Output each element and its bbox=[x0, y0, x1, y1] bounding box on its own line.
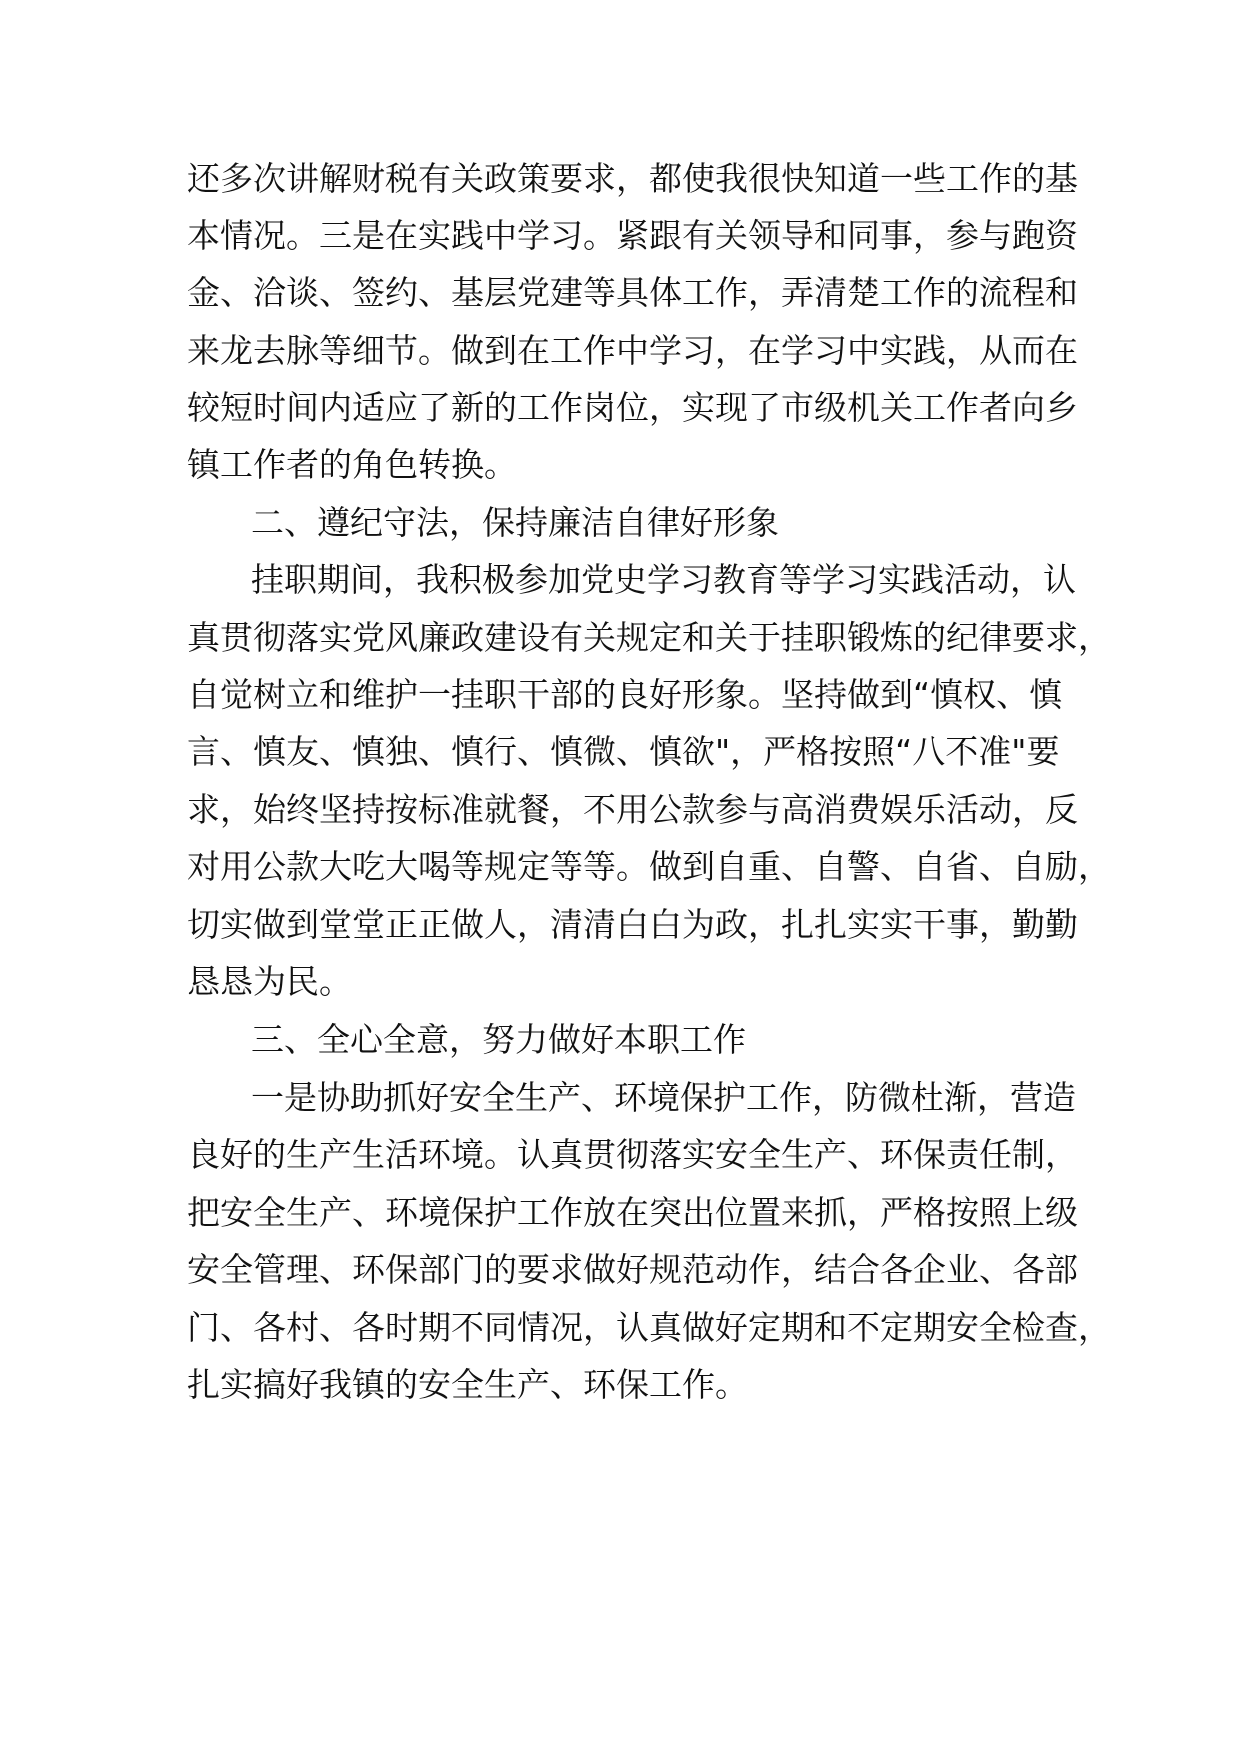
paragraph-line: 自觉树立和维护一挂职干部的良好形象。坚持做到“慎权、慎 bbox=[187, 675, 1063, 714]
paragraph-line: 金、洽谈、签约、基层党建等具体工作，弄清楚工作的流程和 bbox=[187, 273, 1078, 312]
section-heading: 二、遵纪守法，保持廉洁自律好形象 bbox=[251, 503, 779, 542]
paragraph-line: 门、各村、各时期不同情况，认真做好定期和不定期安全检查， bbox=[187, 1308, 1111, 1347]
paragraph-line: 安全管理、环保部门的要求做好规范动作，结合各企业、各部 bbox=[187, 1250, 1078, 1289]
paragraph-line: 镇工作者的角色转换。 bbox=[187, 445, 517, 484]
paragraph-line: 良好的生产生活环境。认真贯彻落实安全生产、环保责任制， bbox=[187, 1135, 1078, 1174]
paragraph-line: 恳恳为民。 bbox=[187, 962, 352, 1001]
paragraph-line: 还多次讲解财税有关政策要求，都使我很快知道一些工作的基 bbox=[187, 159, 1078, 198]
paragraph-line: 一是协助抓好安全生产、环境保护工作，防微杜渐，营造 bbox=[251, 1078, 1076, 1117]
paragraph-line: 言、慎友、慎独、慎行、慎微、慎欲"，严格按照“八不准"要 bbox=[187, 732, 1060, 771]
paragraph-line: 挂职期间，我积极参加党史学习教育等学习实践活动，认 bbox=[251, 560, 1076, 599]
paragraph-line: 求，始终坚持按标准就餐，不用公款参与高消费娱乐活动，反 bbox=[187, 790, 1078, 829]
paragraph-line: 切实做到堂堂正正做人，清清白白为政，扎扎实实干事，勤勤 bbox=[187, 905, 1078, 944]
paragraph-line: 本情况。三是在实践中学习。紧跟有关领导和同事，参与跑资 bbox=[187, 216, 1078, 255]
section-heading: 三、全心全意，努力做好本职工作 bbox=[251, 1020, 746, 1059]
paragraph-line: 把安全生产、环境保护工作放在突出位置来抓，严格按照上级 bbox=[187, 1193, 1078, 1232]
paragraph-line: 较短时间内适应了新的工作岗位，实现了市级机关工作者向乡 bbox=[187, 388, 1078, 427]
paragraph-line: 对用公款大吃大喝等规定等等。做到自重、自警、自省、自励， bbox=[187, 847, 1111, 886]
paragraph-line: 扎实搞好我镇的安全生产、环保工作。 bbox=[187, 1365, 748, 1404]
paragraph-line: 真贯彻落实党风廉政建设有关规定和关于挂职锻炼的纪律要求， bbox=[187, 618, 1111, 657]
paragraph-line: 来龙去脉等细节。做到在工作中学习，在学习中实践，从而在 bbox=[187, 331, 1078, 370]
